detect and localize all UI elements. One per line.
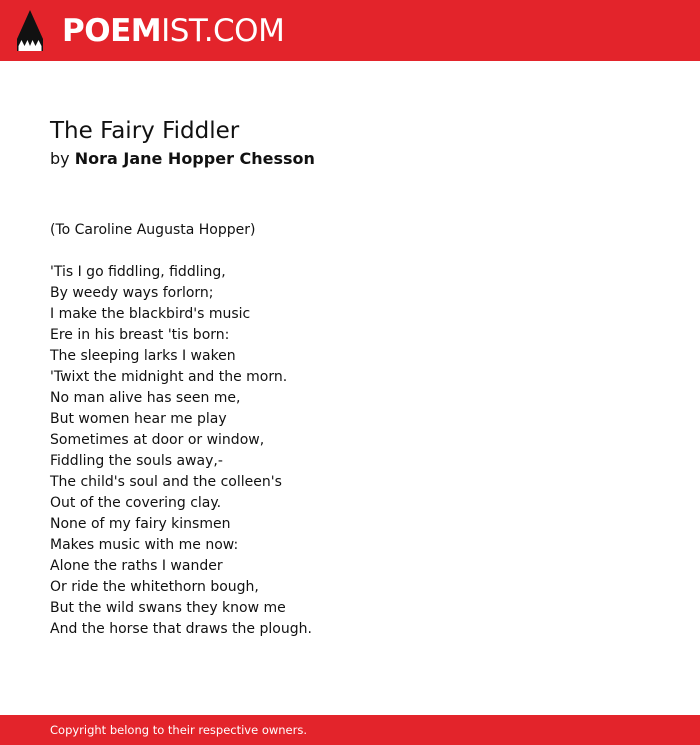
poem-content bbox=[50, 115, 650, 640]
author-name[interactable]: Nora Jane Hopper Chesson bbox=[74, 149, 315, 168]
pencil-tip-icon[interactable] bbox=[17, 10, 43, 51]
poem-line: I make the blackbird's music bbox=[50, 306, 251, 322]
brand-bold: POEM bbox=[62, 13, 162, 49]
poem-line: Alone the raths I wander bbox=[50, 558, 223, 574]
poem-line: The sleeping larks I waken bbox=[50, 348, 236, 364]
poem-verse bbox=[50, 262, 650, 640]
poem-line: By weedy ways forlorn; bbox=[50, 285, 214, 301]
poem-line: Sometimes at door or window, bbox=[50, 432, 265, 448]
poem-byline bbox=[50, 148, 650, 170]
poem-line: The child's soul and the colleen's bbox=[50, 474, 282, 490]
site-footer bbox=[0, 715, 700, 745]
brand-light: IST.COM bbox=[161, 13, 285, 49]
poem-line: But the wild swans they know me bbox=[50, 600, 286, 616]
copyright-notice: Copyright belong to their respective owners. bbox=[50, 723, 308, 737]
poem-line: Ere in his breast 'tis born: bbox=[50, 327, 230, 343]
poem-line: And the horse that draws the plough. bbox=[50, 621, 312, 637]
poem-line: 'Tis I go fiddling, fiddling, bbox=[50, 264, 226, 280]
poem-line: None of my fairy kinsmen bbox=[50, 516, 231, 532]
poem-line: 'Twixt the midnight and the morn. bbox=[50, 369, 288, 385]
site-logo-text[interactable] bbox=[62, 13, 284, 49]
site-header bbox=[0, 0, 700, 61]
poem-line: Makes music with me now: bbox=[50, 537, 239, 553]
by-label: by bbox=[50, 149, 70, 168]
poem-line: But women hear me play bbox=[50, 411, 227, 427]
poem-line: Fiddling the souls away,- bbox=[50, 453, 223, 469]
poem-title: The Fairy Fiddler bbox=[50, 118, 240, 144]
poem-line: Or ride the whitethorn bough, bbox=[50, 579, 259, 595]
poem-line: No man alive has seen me, bbox=[50, 390, 241, 406]
poem-dedication: (To Caroline Augusta Hopper) bbox=[50, 222, 256, 238]
poem-line: Out of the covering clay. bbox=[50, 495, 222, 511]
